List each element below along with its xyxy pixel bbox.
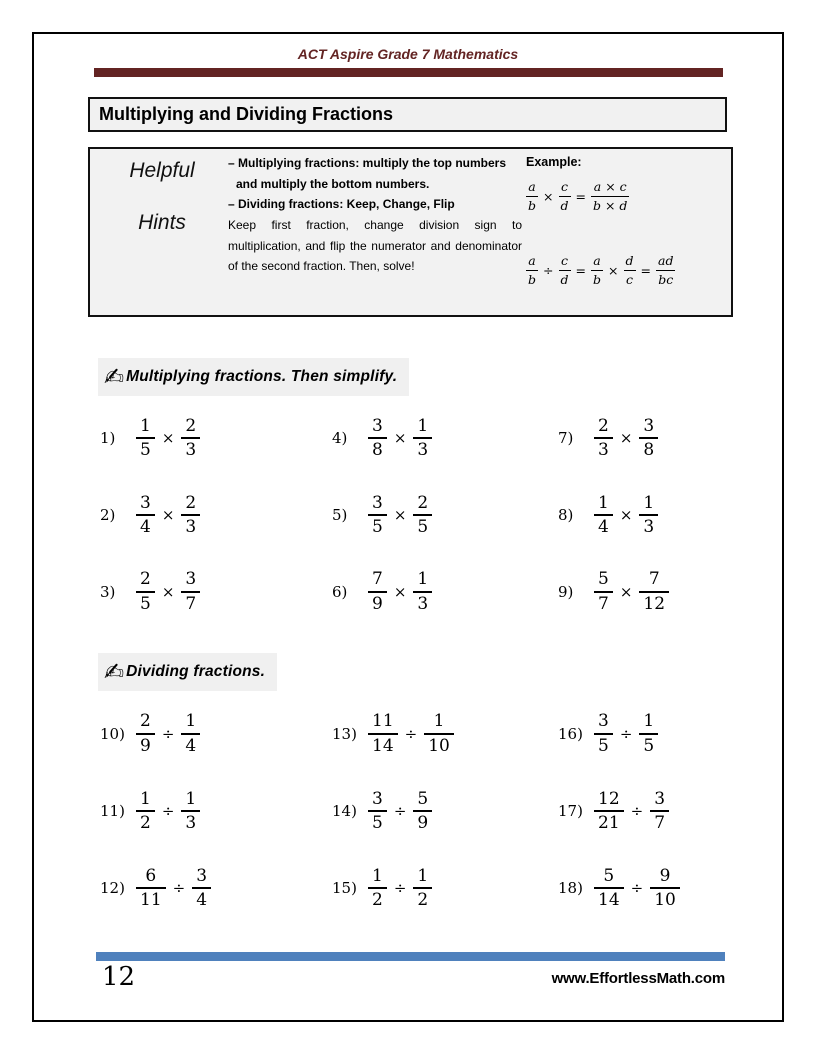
fraction: $\frac{3}{8}$: [639, 416, 658, 461]
fraction: $\frac{c}{d}$: [560, 179, 569, 213]
problem-7: [558, 400, 728, 477]
fraction: $\frac{3}{5}$: [368, 493, 387, 538]
multiply-sign: ×: [619, 582, 633, 601]
fraction: $\frac{c}{d}$: [560, 253, 569, 287]
problem-17: [558, 772, 728, 849]
fraction: $\frac{7}{9}$: [368, 569, 387, 614]
divide-sign: ÷: [630, 801, 644, 820]
hint-body: Keep first fraction, change division sign to multiplication, and flip the numerator and denominator of the second fraction. Then, solve!: [228, 217, 522, 274]
problem-10: [100, 695, 332, 772]
problem-3: [100, 553, 332, 630]
fraction: $\frac{5}{7}$: [594, 569, 613, 614]
multiply-sign: ×: [393, 505, 407, 524]
divide-sign: ÷: [543, 262, 554, 278]
multiply-sign: ×: [543, 188, 554, 204]
problem-9: [558, 553, 728, 630]
writing-hand-icon: ✍: [104, 363, 125, 391]
fraction: $\frac{5}{14}$: [594, 866, 624, 911]
fraction: $\frac{1}{4}$: [181, 711, 200, 756]
problem-8: [558, 477, 728, 554]
fraction: $\frac{d}{c}$: [625, 253, 634, 287]
hints-text: [228, 153, 522, 277]
header-divider-bar: [94, 68, 723, 77]
example-column: [526, 155, 726, 288]
divide-sign: ÷: [630, 879, 644, 898]
divide-sign: ÷: [161, 724, 175, 743]
hint-bullet-multiplying: – Multiplying fractions: multiply the top numbers and multiply the bottom numbers.: [228, 156, 507, 191]
fraction: $\frac{3}{5}$: [368, 789, 387, 834]
problem-15: [332, 850, 558, 927]
problem-number: 18): [558, 879, 583, 898]
fraction: $\frac{3}{7}$: [181, 569, 200, 614]
problem-6: [332, 553, 558, 630]
fraction: $\frac{1}{5}$: [639, 711, 658, 756]
equals-sign: =: [640, 262, 651, 278]
fraction: $\frac{3}{4}$: [136, 493, 155, 538]
problem-number: 1): [100, 429, 116, 448]
dividing-problems-grid: [100, 695, 728, 927]
multiply-sign: ×: [619, 505, 633, 524]
hint-bullet-dividing: – Dividing fractions: Keep, Change, Flip: [228, 197, 455, 212]
problem-number: 13): [332, 724, 357, 743]
problem-5: [332, 477, 558, 554]
section-header-multiplying: [98, 358, 409, 396]
division-formula: [526, 253, 726, 287]
fraction: $\frac{1}{4}$: [594, 493, 613, 538]
fraction: $\frac{5}{9}$: [413, 789, 432, 834]
problem-number: 16): [558, 724, 583, 743]
document-header-title: ACT Aspire Grade 7 Mathematics: [297, 46, 519, 62]
writing-hand-icon: ✍: [104, 658, 125, 686]
fraction: $\frac{a}{b}$: [528, 179, 537, 213]
problem-2: [100, 477, 332, 554]
problem-1: [100, 400, 332, 477]
problem-4: [332, 400, 558, 477]
fraction: $\frac{7}{12}$: [639, 569, 669, 614]
fraction: $\frac{9}{10}$: [650, 866, 680, 911]
fraction: $\frac{1}{5}$: [136, 416, 155, 461]
divide-sign: ÷: [172, 879, 186, 898]
problem-number: 12): [100, 879, 125, 898]
multiplying-problems-grid: [100, 400, 728, 630]
problem-number: 2): [100, 505, 116, 524]
fraction: $\frac{2}{5}$: [413, 493, 432, 538]
problem-number: 15): [332, 879, 357, 898]
multiply-sign: ×: [619, 429, 633, 448]
helpful-hints-box: [88, 147, 733, 317]
fraction: $\frac{1}{2}$: [413, 866, 432, 911]
divide-sign: ÷: [404, 724, 418, 743]
multiply-sign: ×: [161, 582, 175, 601]
divide-sign: ÷: [393, 801, 407, 820]
lesson-title: Multiplying and Dividing Fractions: [88, 97, 727, 132]
fraction: $\frac{2}{3}$: [181, 416, 200, 461]
multiplication-formula: [526, 179, 726, 213]
problem-number: 8): [558, 505, 574, 524]
multiply-sign: ×: [393, 582, 407, 601]
problem-18: [558, 850, 728, 927]
problem-number: 14): [332, 801, 357, 820]
problem-number: 4): [332, 429, 348, 448]
problem-number: 3): [100, 582, 116, 601]
problem-number: 17): [558, 801, 583, 820]
fraction: $\frac{2}{3}$: [594, 416, 613, 461]
problem-number: 6): [332, 582, 348, 601]
fraction: $\frac{1}{3}$: [181, 789, 200, 834]
fraction: $\frac{2}{5}$: [136, 569, 155, 614]
fraction: $\frac{6}{11}$: [136, 866, 166, 911]
section-label: Multiplying fractions. Then simplify.: [126, 368, 398, 385]
problem-number: 9): [558, 582, 574, 601]
equals-sign: =: [575, 188, 586, 204]
fraction: $\frac{a}{b}$: [593, 253, 602, 287]
section-label: Dividing fractions.: [126, 663, 266, 680]
equals-sign: =: [575, 262, 586, 278]
hints-label-line1: Helpful: [129, 159, 195, 182]
website-url: www.EffortlessMath.com: [551, 970, 725, 987]
problem-number: 10): [100, 724, 125, 743]
fraction: $\frac{3}{5}$: [594, 711, 613, 756]
problem-number: 5): [332, 505, 348, 524]
multiply-sign: ×: [608, 262, 619, 278]
fraction: $\frac{2}{9}$: [136, 711, 155, 756]
fraction: $\frac{ad}{bc}$: [658, 253, 674, 287]
multiply-sign: ×: [393, 429, 407, 448]
fraction: $\frac{a}{b}$: [528, 253, 537, 287]
fraction: $\frac{1}{10}$: [424, 711, 454, 756]
fraction: $\frac{1}{3}$: [413, 416, 432, 461]
example-label: Example:: [526, 155, 582, 169]
fraction: $\frac{1}{3}$: [639, 493, 658, 538]
problem-14: [332, 772, 558, 849]
problem-number: 11): [100, 801, 125, 820]
footer-divider-bar: [96, 952, 725, 961]
problem-16: [558, 695, 728, 772]
problem-number: 7): [558, 429, 574, 448]
section-header-dividing: [98, 653, 277, 691]
fraction: $\frac{3}{7}$: [650, 789, 669, 834]
fraction: $\frac{11}{14}$: [368, 711, 398, 756]
fraction: $\frac{12}{21}$: [594, 789, 624, 834]
page-number: 12: [102, 962, 136, 992]
problem-11: [100, 772, 332, 849]
fraction: $\frac{3}{4}$: [192, 866, 211, 911]
divide-sign: ÷: [619, 724, 633, 743]
divide-sign: ÷: [161, 801, 175, 820]
fraction: $\frac{1}{2}$: [136, 789, 155, 834]
fraction: $\frac{3}{8}$: [368, 416, 387, 461]
multiply-sign: ×: [161, 429, 175, 448]
multiply-sign: ×: [161, 505, 175, 524]
fraction: $\frac{1}{3}$: [413, 569, 432, 614]
fraction: $\frac{a \times c}{b \times d}$: [593, 179, 628, 213]
fraction: $\frac{2}{3}$: [181, 493, 200, 538]
fraction: $\frac{1}{2}$: [368, 866, 387, 911]
problem-12: [100, 850, 332, 927]
hints-label-line2: Hints: [138, 211, 186, 234]
divide-sign: ÷: [393, 879, 407, 898]
problem-13: [332, 695, 558, 772]
